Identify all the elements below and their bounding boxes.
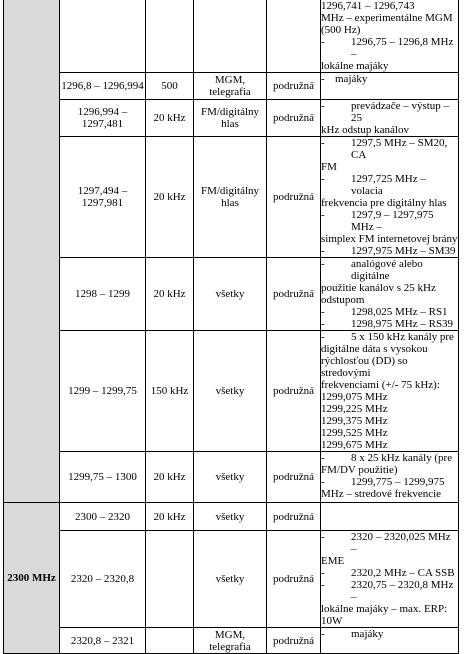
dash-bullet: - [321,36,325,48]
mode-cell: MGM, telegrafia [194,73,267,100]
status-cell: podružná [267,452,321,503]
mode-cell: všetky [194,452,267,503]
bandwidth-cell: 500 [146,73,194,100]
note-line: rýchlosťou (DD) so stredovými [321,355,408,379]
note-line [321,306,458,318]
note-text: 1296,75 – 1296,8 MHz – [351,36,454,60]
dash-bullet: - [321,306,325,318]
note-line: simplex FM internetovej brány [321,233,458,245]
mode-cell: FM/digitálny hlas [194,137,267,258]
bandwidth-cell: 20 kHz [146,137,194,258]
note-line: (500 Hz) [321,24,361,36]
note-line [321,137,458,161]
notes-cell [321,137,459,258]
notes-cell [321,628,459,654]
dash-bullet: - [321,209,325,221]
bandwidth-cell: 20 kHz [146,258,194,331]
frequency-range-cell: 1296,8 – 1296,994 [60,73,146,100]
note-line: frekvenciami (+/- 75 kHz): [321,379,440,391]
bandwidth-cell: 150 kHz [146,331,194,452]
bandwidth-cell: 20 kHz [146,452,194,503]
note-line: FM/DV použitie) [321,464,398,476]
note-line [321,36,458,60]
frequency-range-cell: 1296,994 – 1297,481 [60,100,146,137]
status-cell: podružná [267,137,321,258]
status-cell: podružná [267,100,321,137]
notes-cell [321,503,459,531]
note-line: 1299,375 MHz [321,415,388,427]
bandwidth-cell [146,628,194,654]
note-line: lokálne majáky [321,60,389,72]
table-row [4,628,459,654]
note-line: digitálne dáta s vysokou [321,343,428,355]
mode-cell: všetky [194,331,267,452]
note-line: MHz – stredové frekvencie [321,488,442,500]
status-cell: podružná [267,503,321,531]
frequency-range-cell: 2300 – 2320 [60,503,146,531]
frequency-range-cell: 1299,75 – 1300 [60,452,146,503]
note-text: 1299,775 – 1299,975 [351,476,445,488]
note-line: FM [321,161,337,173]
note-line [321,628,458,640]
note-line [321,209,458,233]
mode-cell: všetky [194,531,267,628]
note-line [321,245,458,257]
note-line [321,258,458,282]
note-line [321,331,458,343]
bandwidth-cell: 20 kHz [146,100,194,137]
notes-cell [321,258,459,331]
bandwidth-cell: 20 kHz [146,503,194,531]
bandplan-table [3,0,459,654]
note-line: 10W [321,615,343,627]
band-label [4,0,60,503]
frequency-range-cell: 2320,8 – 2321 [60,628,146,654]
note-line: lokálne majáky – max. ERP: [321,603,448,615]
note-line: 1299,075 MHz [321,391,388,403]
note-text: majáky [351,628,384,640]
note-line [321,173,458,197]
note-text: 1297,975 MHz – SM39 [351,245,456,257]
note-text: 1298,975 MHz – RS39 [351,318,454,330]
dash-bullet: - [321,137,325,149]
note-text: 2320,75 – 2320,8 MHz – [351,579,454,603]
frequency-range-cell: 1297,494 – 1297,981 [60,137,146,258]
note-line: 1299,675 MHz [321,439,388,451]
table-row [4,331,459,452]
table-row [4,258,459,331]
band-label: 2300 MHz [4,503,60,654]
mode-cell: všetky [194,258,267,331]
note-text: 8 x 25 kHz kanály (pre [351,452,453,464]
status-cell [267,0,321,73]
note-line [321,318,458,330]
notes-cell [321,100,459,137]
table-row [4,503,459,531]
bandplan-table-body [4,0,459,654]
note-text: 1298,025 MHz – RS1 [351,306,448,318]
note-line: 1296,741 – 1296,743 [321,0,415,12]
dash-bullet: - [321,531,325,543]
note-line [321,476,458,488]
note-line: odstupom [321,294,365,306]
dash-bullet: - [321,258,325,270]
table-row [4,137,459,258]
note-line: frekvencia pre digitálny hlas [321,197,447,209]
note-line: 1299,225 MHz [321,403,388,415]
mode-cell: FM/digitálny hlas [194,100,267,137]
dash-bullet: - [321,318,325,330]
note-text: prevádzače – výstup – 25 [351,100,450,124]
table-row [4,73,459,100]
note-line [321,579,458,603]
bandwidth-cell [146,0,194,73]
note-line: EME [321,555,345,567]
note-line [321,100,458,124]
dash-bullet: - [321,567,325,579]
frequency-range-cell [60,0,146,73]
table-row [4,100,459,137]
frequency-range-cell: 2320 – 2320,8 [60,531,146,628]
note-text: 2320,2 MHz – CA SSB [351,567,455,579]
table-row [4,452,459,503]
note-line: MHz – experimentálne MGM [321,12,453,24]
table-row [4,531,459,628]
note-text: 1297,725 MHz – volacia [351,173,426,197]
note-text: 5 x 150 kHz kanály pre [351,331,454,343]
dash-bullet: - [321,245,325,257]
note-line [321,73,458,85]
dash-bullet: - [321,452,325,464]
frequency-range-cell: 1298 – 1299 [60,258,146,331]
dash-bullet: - [321,331,325,343]
notes-cell [321,452,459,503]
note-line: 1299,525 MHz [321,427,388,439]
note-text: 2320 – 2320,025 MHz – [351,531,451,555]
note-line: použitie kanálov s 25 kHz [321,282,436,294]
table-row [4,0,459,73]
status-cell: podružná [267,531,321,628]
dash-bullet: - [321,476,325,488]
dash-bullet: - [321,173,325,185]
notes-cell [321,73,459,100]
note-line [321,452,458,464]
notes-cell [321,531,459,628]
mode-cell [194,0,267,73]
dash-bullet: - [321,628,325,640]
notes-cell [321,331,459,452]
dash-bullet: - [321,100,325,112]
notes-cell [321,0,459,73]
status-cell: podružná [267,73,321,100]
mode-cell: MGM, telegrafia [194,628,267,654]
note-line [321,531,458,555]
status-cell: podružná [267,258,321,331]
note-text: majáky [335,73,368,85]
mode-cell: všetky [194,503,267,531]
note-line: kHz odstup kanálov [321,124,409,136]
status-cell: podružná [267,628,321,654]
dash-bullet: - [321,73,325,85]
note-line [321,567,458,579]
bandwidth-cell [146,531,194,628]
note-text: 1297,5 MHz – SM20, CA [351,137,448,161]
note-text: analógové alebo digitálne [351,258,423,282]
frequency-range-cell: 1299 – 1299,75 [60,331,146,452]
dash-bullet: - [321,579,325,591]
note-text: 1297,9 – 1297,975 MHz – [351,209,434,233]
status-cell: podružná [267,331,321,452]
